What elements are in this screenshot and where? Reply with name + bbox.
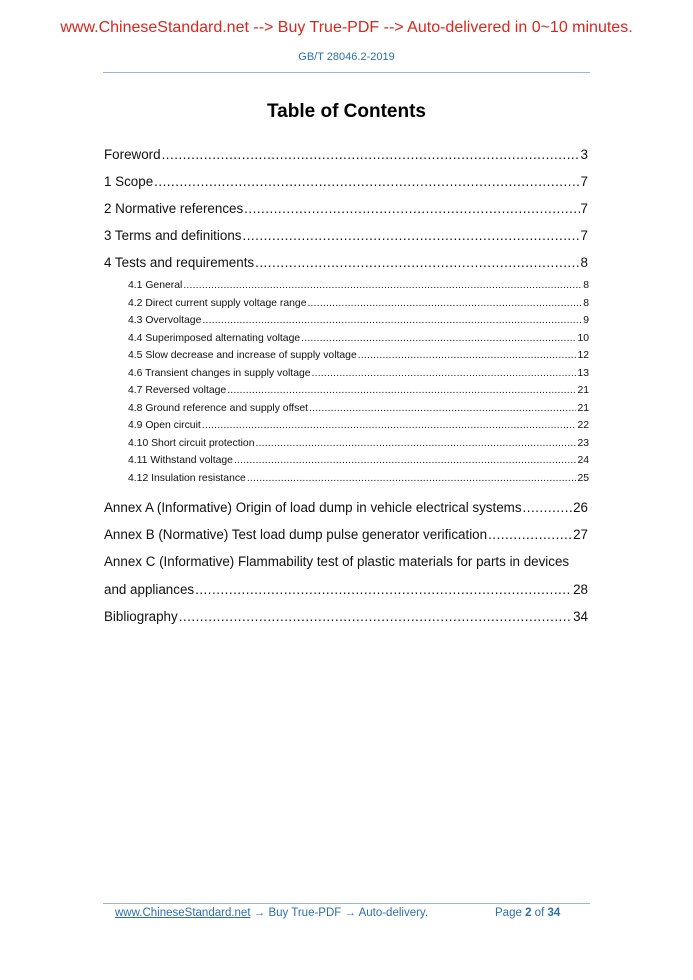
toc-page-number: 21 xyxy=(577,402,589,414)
leader-dots xyxy=(312,368,577,379)
leader-dots xyxy=(242,228,579,243)
leader-dots xyxy=(488,527,572,542)
toc-page-number: 26 xyxy=(573,500,588,515)
toc-subentry-4-2[interactable] xyxy=(128,298,589,309)
toc-page-number: 24 xyxy=(577,455,589,466)
toc-page-number: 7 xyxy=(580,228,588,243)
toc-page-number: 8 xyxy=(580,255,588,270)
arrow-icon: → xyxy=(253,907,266,919)
toc-page-number: 34 xyxy=(573,609,588,624)
toc-entry-label: Foreword xyxy=(104,147,161,162)
toc-subentry-4-3[interactable] xyxy=(128,315,589,326)
toc-entry-terms-definitions[interactable] xyxy=(104,228,588,243)
toc-entry-tests-requirements[interactable] xyxy=(104,255,588,270)
toc-entry-label: Bibliography xyxy=(104,609,178,624)
toc-page-number: 8 xyxy=(583,280,589,291)
toc-entry-scope[interactable] xyxy=(104,174,588,189)
toc-entry-label: Annex C (Informative) Flammability test of plastic materials for parts in devices xyxy=(104,554,570,569)
toc-entry-label: 4.8 Ground reference and supply offset xyxy=(128,402,309,414)
toc-entry-label: and appliances xyxy=(104,582,195,597)
toc-subentry-4-9[interactable] xyxy=(128,420,589,431)
leader-dots xyxy=(183,280,582,291)
leader-dots xyxy=(154,174,579,189)
toc-entry-label: 4.12 Insulation resistance xyxy=(128,472,246,484)
footer-buy-text: Buy True-PDF xyxy=(268,907,342,919)
toc-subentry-4-4[interactable] xyxy=(128,333,589,344)
toc-page-number: 8 xyxy=(583,297,589,309)
toc-entry-annex-c-line2[interactable] xyxy=(104,582,588,597)
footer-divider xyxy=(103,903,590,904)
leader-dots xyxy=(307,298,582,309)
toc-entry-label: 4.1 General xyxy=(128,280,183,291)
toc-page-number: 22 xyxy=(577,420,589,431)
toc-entry-label: 1 Scope xyxy=(104,174,154,189)
site-banner[interactable]: www.ChineseStandard.net --> Buy True-PDF --> Auto-delivered in 0~10 minutes. xyxy=(60,19,633,36)
toc-entry-normative-references[interactable] xyxy=(104,201,588,216)
toc-entry-label: Annex A (Informative) Origin of load dump in vehicle electrical systems xyxy=(104,500,522,515)
toc-entry-label: 2 Normative references xyxy=(104,201,244,216)
toc-page-number: 21 xyxy=(577,385,589,396)
leader-dots xyxy=(179,609,572,624)
page-indicator xyxy=(495,907,560,919)
standard-code: GB/T 28046.2-2019 xyxy=(298,51,395,63)
toc-subentry-4-5[interactable] xyxy=(128,350,589,361)
toc-title: Table of Contents xyxy=(266,101,427,122)
leader-dots xyxy=(247,473,577,484)
toc-subentry-4-10[interactable] xyxy=(128,438,589,449)
header-divider xyxy=(103,72,590,73)
toc-page-number: 25 xyxy=(577,472,589,484)
leader-dots xyxy=(234,455,577,466)
toc-page-number: 9 xyxy=(583,315,589,326)
toc-entry-label: 4 Tests and requirements xyxy=(104,255,255,270)
leader-dots xyxy=(309,403,576,414)
toc-entry-bibliography[interactable] xyxy=(104,609,588,624)
toc-page-number: 12 xyxy=(577,350,589,361)
leader-dots xyxy=(255,438,576,449)
arrow-icon: → xyxy=(344,907,356,919)
leader-dots xyxy=(358,350,577,361)
footer-site-link[interactable]: www.ChineseStandard.net xyxy=(115,907,251,919)
toc-page-number: 3 xyxy=(580,147,588,162)
toc-subentry-4-6[interactable] xyxy=(128,368,589,379)
leader-dots xyxy=(162,147,580,162)
toc-entry-label: 4.7 Reversed voltage xyxy=(128,385,227,396)
page-footer xyxy=(115,907,561,919)
toc-page-number: 10 xyxy=(577,332,589,344)
toc-entry-label: 4.4 Superimposed alternating voltage xyxy=(128,332,301,344)
toc-entry-label: 4.3 Overvoltage xyxy=(128,315,202,326)
toc-page-number: 7 xyxy=(580,201,588,216)
toc-entry-foreword[interactable] xyxy=(104,147,588,162)
leader-dots xyxy=(202,315,582,326)
leader-dots xyxy=(244,201,579,216)
leader-dots xyxy=(255,255,579,270)
page-current: 2 xyxy=(525,907,532,919)
toc-entry-label: 4.10 Short circuit protection xyxy=(128,437,255,449)
toc-entry-label: 4.6 Transient changes in supply voltage xyxy=(128,367,311,379)
toc-page-number: 27 xyxy=(573,527,588,542)
toc-subentry-4-12[interactable] xyxy=(128,473,589,484)
toc-subentry-4-8[interactable] xyxy=(128,403,589,414)
toc-subentry-4-11[interactable] xyxy=(128,455,589,466)
toc-page-number: 7 xyxy=(580,174,588,189)
toc-subentry-4-7[interactable] xyxy=(128,385,589,396)
toc-page-number: 23 xyxy=(577,437,589,449)
toc-entry-annex-b[interactable] xyxy=(104,527,588,542)
leader-dots xyxy=(301,333,576,344)
page-total: 34 xyxy=(547,907,561,919)
toc-entry-label: 4.9 Open circuit xyxy=(128,420,201,431)
toc-entry-label: Annex B (Normative) Test load dump pulse generator verification xyxy=(104,527,488,542)
page-of: of xyxy=(534,907,545,919)
leader-dots xyxy=(202,420,577,431)
toc-entry-annex-a[interactable] xyxy=(104,500,588,515)
leader-dots xyxy=(523,500,573,515)
toc-entry-label: 4.5 Slow decrease and increase of supply voltage xyxy=(128,350,357,361)
footer-delivery-text: Auto-delivery. xyxy=(358,907,429,919)
page-label: Page xyxy=(495,907,522,919)
toc-entry-annex-c-line1[interactable] xyxy=(104,554,588,569)
toc-entry-label: 3 Terms and definitions xyxy=(104,228,242,243)
toc-page-number: 13 xyxy=(577,367,589,379)
leader-dots xyxy=(195,582,572,597)
toc-entry-label: 4.11 Withstand voltage xyxy=(128,455,233,466)
leader-dots xyxy=(227,385,576,396)
toc-page-number: 28 xyxy=(573,582,588,597)
toc-entry-label: 4.2 Direct current supply voltage range xyxy=(128,297,307,309)
toc-subentry-4-1[interactable] xyxy=(128,280,589,291)
